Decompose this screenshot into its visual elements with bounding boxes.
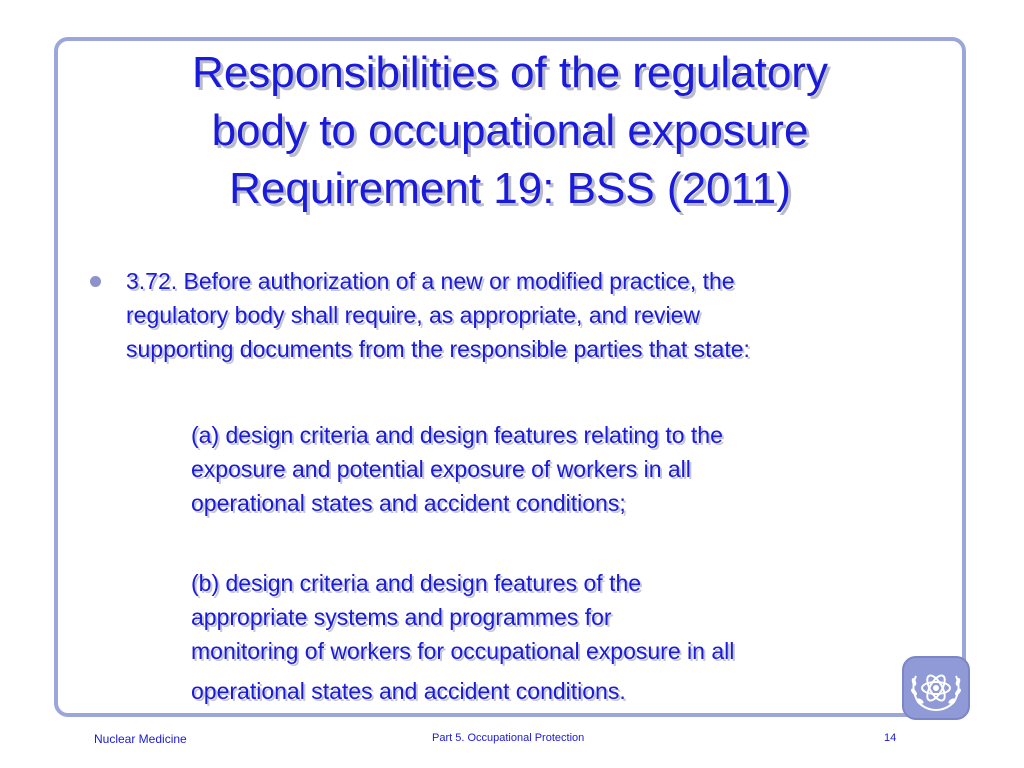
bullet-line-2: regulatory body shall require, as appropriate, and review <box>126 302 701 328</box>
footer-course-name: Nuclear Medicine <box>94 732 187 746</box>
footer-part-title: Part 5. Occupational Protection <box>432 732 585 744</box>
item-a-line-3: operational states and accident conditions; <box>191 490 626 516</box>
sub-item-a <box>191 418 891 520</box>
item-b-line-2: appropriate systems and programmes for <box>191 604 612 630</box>
atom-laurel-icon <box>904 658 968 718</box>
bullet-dot-icon <box>90 276 101 287</box>
title-line-1: Responsibilities of the regulatory <box>192 48 828 97</box>
bullet-text <box>126 264 906 366</box>
item-b-line-3: monitoring of workers for occupational exposure in all <box>191 638 735 664</box>
item-b-line-1: (b) design criteria and design features of the <box>191 570 642 596</box>
bullet-line-3: supporting documents from the responsible parties that state: <box>126 336 750 362</box>
title-line-3: Requirement 19: BSS (2011) <box>229 164 791 213</box>
item-a-line-1: (a) design criteria and design features relating to the <box>191 422 723 448</box>
title-line-2: body to occupational exposure <box>211 106 809 155</box>
slide-title <box>80 44 940 218</box>
bullet-line-1: 3.72. Before authorization of a new or modified practice, the <box>126 268 735 294</box>
item-a-line-2: exposure and potential exposure of workers in all <box>191 456 691 482</box>
item-b-line-4: operational states and accident conditions. <box>191 678 626 704</box>
footer-page-number: 14 <box>884 732 897 744</box>
iaea-logo-icon <box>902 656 970 720</box>
sub-item-b <box>191 566 891 708</box>
